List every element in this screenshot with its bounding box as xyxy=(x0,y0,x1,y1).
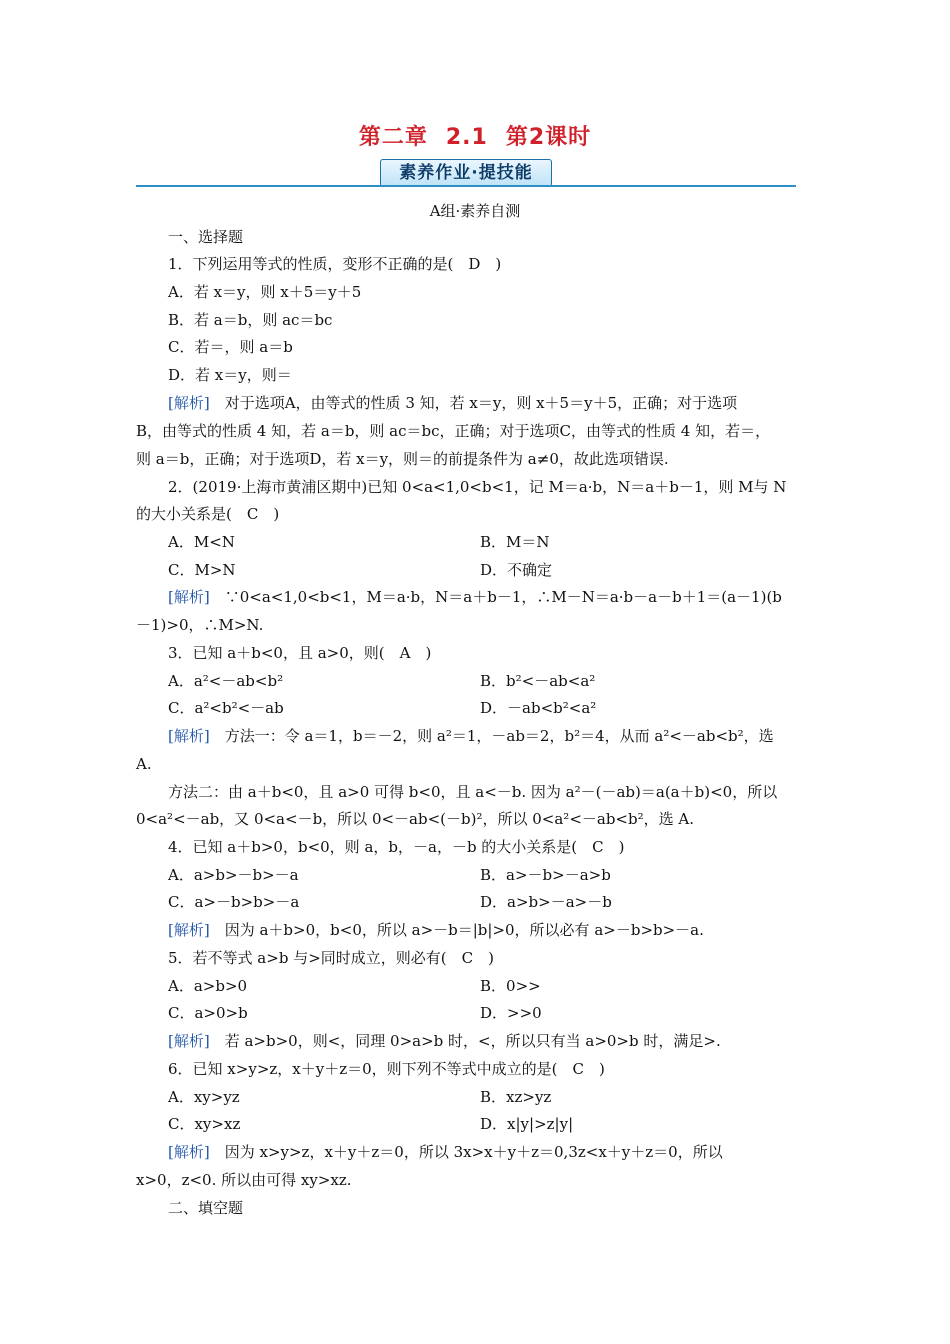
option-d: D．－ab<b²<a² xyxy=(480,699,597,717)
solution-text: 对于选项A，由等式的性质 3 知，若 x＝y，则 x＋5＝y＋5，正确；对于选项 xyxy=(209,394,738,412)
solution-line xyxy=(168,393,848,413)
solution-line: 0<a²<－ab，又 0<a<－b，所以 0<－ab<(－b)²，所以 0<a²<－ab<b²，选 A. xyxy=(136,810,694,828)
part-heading: 一、选择题 xyxy=(168,228,244,246)
question-stem: 5．若不等式 a>b 与>同时成立，则必有( C ) xyxy=(168,949,494,967)
solution-text: 方法一：令 a＝1，b＝－2，则 a²＝1，－ab＝2，b²＝4，从而 a²<－ab<b²，选 xyxy=(209,727,774,745)
solution-text: 因为 x>y>z，x＋y＋z＝0，所以 3x>x＋y＋z＝0,3z<x＋y＋z＝0，所以 xyxy=(209,1143,723,1161)
solution-line: x>0，z<0. 所以由可得 xy>xz. xyxy=(136,1171,352,1189)
solution-line: A. xyxy=(136,755,152,773)
option-a: A．a²<－ab<b² xyxy=(168,672,284,690)
option-a: A．a>b>－b>－a xyxy=(168,866,299,884)
option-b: B．0>> xyxy=(480,977,541,995)
option-a: A．xy>yz xyxy=(168,1088,240,1106)
solution-tag: [解析] xyxy=(168,921,210,939)
option-c: C．xy>xz xyxy=(168,1115,241,1133)
solution-tag: [解析] xyxy=(168,727,210,745)
option-b: B．若 a＝b，则 ac＝bc xyxy=(168,311,333,329)
solution-line: 方法二：由 a＋b<0，且 a>0 可得 b<0，且 a<－b. 因为 a²－(－ab)＝a(a＋b)<0，所以 xyxy=(168,783,778,801)
option-d: D．>>0 xyxy=(480,1004,542,1022)
option-b: B．b²<－ab<a² xyxy=(480,672,596,690)
option-c: C．a²<b²<－ab xyxy=(168,699,284,717)
solution-text: ∵0<a<1,0<b<1，M＝a·b，N＝a＋b－1，∴M－N＝a·b－a－b＋1＝(a－1)(b xyxy=(209,588,782,606)
section-label: 2.1 xyxy=(445,125,488,150)
header-divider xyxy=(136,185,796,187)
option-b: B．M＝N xyxy=(480,533,550,551)
option-d: D．a>b>－a>－b xyxy=(480,893,612,911)
solution-text: 若 a>b>0，则<，同理 0>a>b 时，<，所以只有当 a>0>b 时，满足>. xyxy=(209,1032,721,1050)
option-c: C．a>－b>b>－a xyxy=(168,893,300,911)
option-a: A．a>b>0 xyxy=(168,977,248,995)
question-stem: 3．已知 a＋b<0，且 a>0，则( A ) xyxy=(168,644,432,662)
option-a: A．M<N xyxy=(168,533,235,551)
part-heading: 二、填空题 xyxy=(168,1199,244,1217)
solution-line xyxy=(168,587,848,607)
option-c: C．M>N xyxy=(168,561,236,579)
solution-text: 因为 a＋b>0，b<0，所以 a>－b＝|b|>0，所以必有 a>－b>b>－a. xyxy=(209,921,704,939)
solution-line xyxy=(168,920,848,940)
question-stem: 2．(2019·上海市黄浦区期中)已知 0<a<1,0<b<1，记 M＝a·b，N＝a＋b－1，则 M与 N xyxy=(168,478,787,496)
question-stem: 6．已知 x>y>z，x＋y＋z＝0，则下列不等式中成立的是( C ) xyxy=(168,1060,605,1078)
solution-tag: [解析] xyxy=(168,1032,210,1050)
option-d: D．x|y|>z|y| xyxy=(480,1115,574,1133)
option-c: C．若＝，则 a＝b xyxy=(168,338,293,356)
option-d: D．若 x＝y，则＝ xyxy=(168,366,292,384)
option-c: C．a>0>b xyxy=(168,1004,248,1022)
question-stem: 4．已知 a＋b>0，b<0，则 a，b，－a，－b 的大小关系是( C ) xyxy=(168,838,625,856)
lesson-title xyxy=(0,120,950,151)
solution-line: －1)>0，∴M>N. xyxy=(136,616,264,634)
solution-line: 则 a＝b，正确；对于选项D，若 x＝y，则＝的前提条件为 a≠0，故此选项错误. xyxy=(136,450,669,468)
solution-tag: [解析] xyxy=(168,394,210,412)
solution-tag: [解析] xyxy=(168,588,210,606)
chapter-label: 第二章 xyxy=(358,125,428,150)
option-a: A．若 x＝y，则 x＋5＝y＋5 xyxy=(168,283,362,301)
solution-line xyxy=(168,1031,848,1051)
question-stem: 的大小关系是( C ) xyxy=(136,505,280,523)
solution-line xyxy=(168,1142,848,1162)
section-banner: 素养作业·提技能 xyxy=(380,159,552,187)
option-b: B．a>－b>－a>b xyxy=(480,866,611,884)
option-b: B．xz>yz xyxy=(480,1088,552,1106)
question-stem: 1．下列运用等式的性质，变形不正确的是( D ) xyxy=(168,255,502,273)
solution-line: B，由等式的性质 4 知，若 a＝b，则 ac＝bc，正确；对于选项C，由等式的性质 4 知，若＝， xyxy=(136,422,771,440)
option-d: D．不确定 xyxy=(480,561,553,579)
solution-line xyxy=(168,726,848,746)
solution-tag: [解析] xyxy=(168,1143,210,1161)
lesson-label: 第2课时 xyxy=(505,125,592,150)
group-title: A组·素养自测 xyxy=(429,202,521,220)
